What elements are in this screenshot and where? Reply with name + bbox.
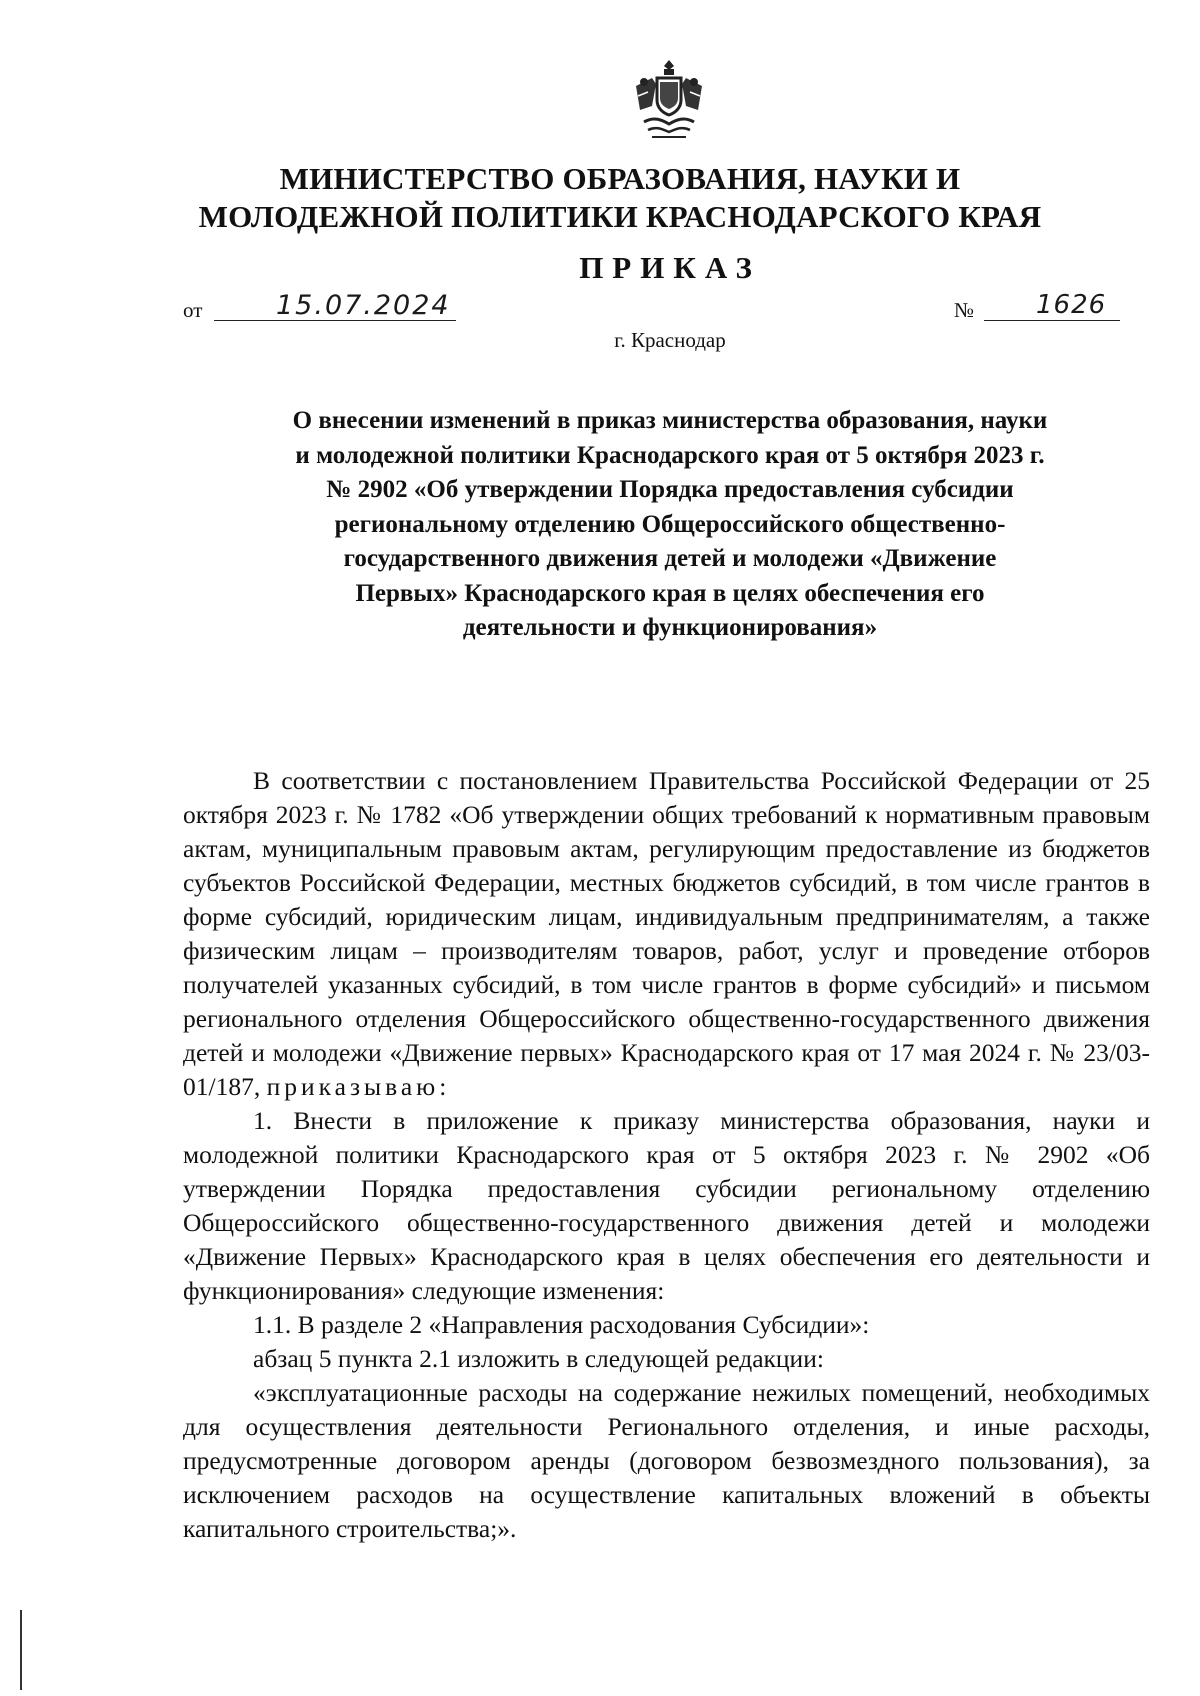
ministry-name: МИНИСТЕРСТВО ОБРАЗОВАНИЯ, НАУКИ И МОЛОДЕЖНОЙ ПОЛИТИКИ КРАСНОДАРСКОГО КРАЯ (198, 161, 1042, 234)
preamble-text: В соответствии с постановлением Правительства Российской Федерации от 25 октября 2023 г. № 1782 «Об утверждении общих требований к нормативным правовым актам, муниципальным правовым актам, регулирующим предоставление из бюджетов субъектов Российской Федерации, местных бюджетов субсидий, в том числе грантов в форме субсидий, юридическим лицам, индивидуальным предпринимателям, а также физическим лицам – производителям товаров, работ, услуг и проведение отборов получателей указанных субсидий, в том числе грантов в форме субсидий» и письмом регионального отделения Общероссийского общественно-государственного движения детей и молодежи «Движение первых» Краснодарского края от 17 мая 2024 г. № 23/03-01/187, (183, 766, 1150, 1101)
item-1-1-paragraph-b: «эксплуатационные расходы на содержание нежилых помещений, необходимых для осуществления деятельности Регионального отделения, и иные расходы, предусмотренные договором аренды (договором безвозмездного пользования), за исключением расходов на осуществление капитальных вложений в объекты капитального строительства;». (183, 1378, 1150, 1543)
order-date-handwritten: 15.07.2024 (276, 290, 451, 321)
order-subject: О внесении изменений в приказ министерства образования, науки и молодежной политики Краснодарского края от 5 октября 2023 г. № 2902 «Об утверждении Порядка предоставления субсидии региональному отделению Общероссийского общественно-государственного движения детей и молодежи «Движение Первых» Краснодарского края в целях обеспечения его деятельности и функционирования» (292, 407, 1048, 641)
order-verb: приказываю: (266, 1072, 451, 1101)
coat-of-arms-icon (630, 56, 708, 144)
item-1-1: 1.1. В разделе 2 «Направления расходования Субсидии»: (253, 1310, 870, 1339)
date-prefix: от (183, 298, 203, 322)
item-1-1-paragraph-a: абзац 5 пункта 2.1 изложить в следующей редакции: (253, 1344, 824, 1373)
margin-line (20, 1610, 22, 1690)
order-number-handwritten: 1626 (1036, 290, 1107, 320)
number-underline (984, 320, 1120, 321)
order-body (183, 764, 1150, 1546)
city-name: г. Краснодар (614, 328, 726, 352)
number-prefix: № (954, 298, 975, 322)
document-type-title: ПРИКАЗ (579, 250, 761, 285)
item-1: 1. Внести в приложение к приказу министерства образования, науки и молодежной политики Краснодарского края от 5 октября 2023 г. № 2902 «Об утверждении Порядка предоставления субсидии региональному отделению Общероссийского общественно-государственного движения детей и молодежи «Движение Первых» Краснодарского края в целях обеспечения его деятельности и функционирования» следующие изменения: (183, 1106, 1150, 1305)
preamble-paragraph (183, 764, 1150, 1104)
